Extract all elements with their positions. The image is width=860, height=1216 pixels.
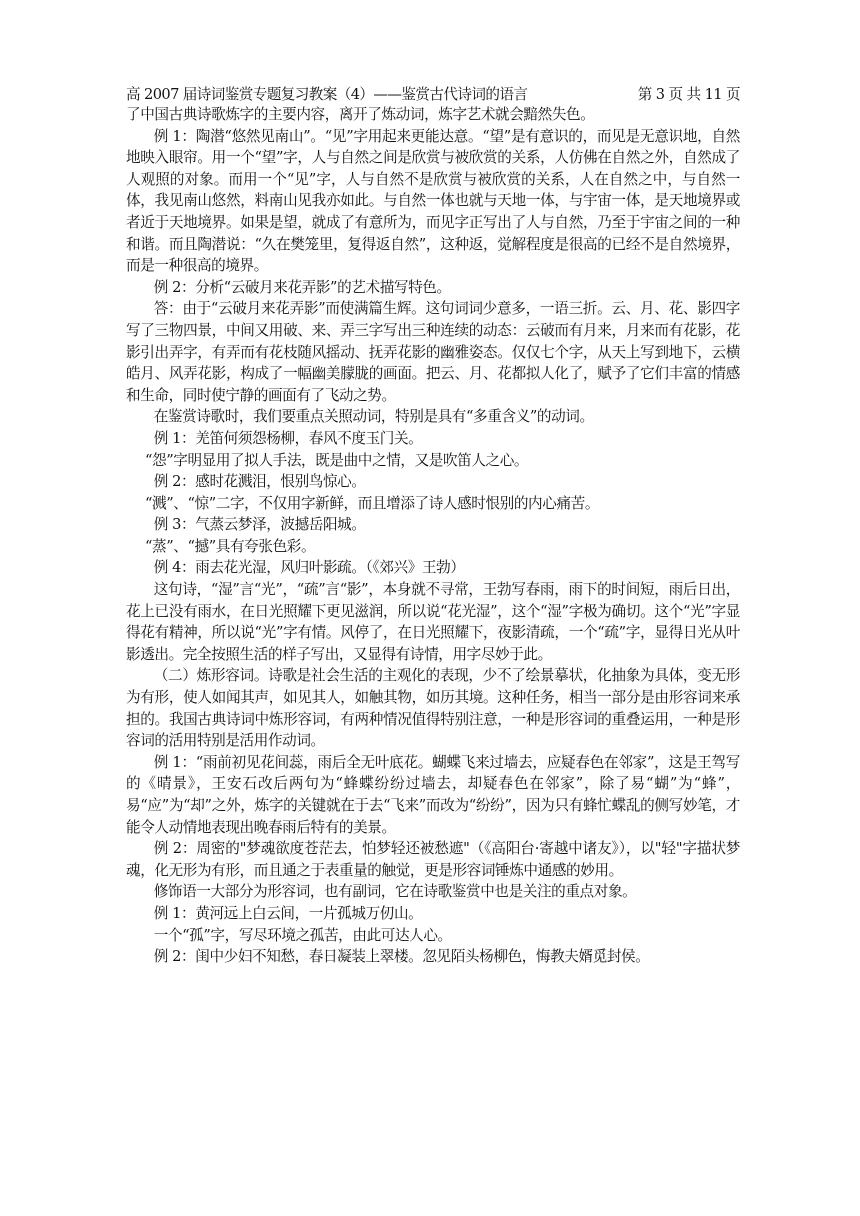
paragraph: 例 2：分析“云破月来花弄影”的艺术描写特色。: [153, 278, 451, 296]
paragraph: 修饰语一大部分为形容词，也有副词，它在诗歌鉴赏中也是关注的重点对象。: [153, 883, 637, 901]
paragraph: “溅”、“惊”二字，不仅用字新鲜，而且增添了诗人感时恨别的内心痛苦。: [144, 494, 600, 512]
paragraph: 一个“孤”字，写尽环境之孤苦，由此可达人心。: [153, 926, 452, 944]
paragraph: 例 1：“雨前初见花间蕊，雨后全无叶底花。蝴蝶飞来过墙去，应疑春色在邻家”，这是王驾写的《晴景》，王安石改后两句为“蜂蝶纷纷过墙去，却疑春色在邻家”，除了易“蝴”为“蜂”，易“应”为“却”之外，炼字的关键就在于去“飞来”而改为“纷纷”，因为只有蜂忙蝶乱的侧写妙笔，才能令人动情地表现出晚春雨后特有的美景。: [126, 753, 740, 836]
paragraph: “怨”字明显用了拟人手法，既是曲中之情，又是吹笛人之心。: [144, 451, 529, 469]
paragraph: 例 2：周密的"梦魂欲度苍茫去，怕梦轻还被愁遮"（《高阳台·寄越中诸友》），以"轻"字描状梦魂，化无形为有形，而且通之于表重量的触觉，更是形容词锤炼中通感的妙用。: [126, 840, 740, 879]
paragraph: （二）炼形容词。诗歌是社会生活的主观化的表现，少不了绘景摹状，化抽象为具体，变无形为有形，使人如闻其声，如见其人，如触其物，如历其境。这种任务，相当一部分是由形容词来承担的。我国古典诗词中炼形容词，有两种情况值得特别注意，一种是形容词的重叠运用，一种是形容词的活用特别是活用作动词。: [126, 667, 740, 750]
document-body: [126, 104, 740, 968]
paragraph: “蒸”、“撼”具有夸张色彩。: [144, 537, 316, 555]
paragraph: 例 4：雨去花光湿，风归叶影疏。（《郊兴》王勃）: [153, 559, 465, 577]
page-header: [126, 86, 740, 104]
header-title: 高 2007 届诗词鉴赏专题复习教案（4）——鉴赏古代诗词的语言: [126, 86, 528, 103]
paragraph: 例 1：羌笛何须怨杨柳，春风不度玉门关。: [153, 429, 423, 447]
paragraph: 答：由于“云破月来花弄影”而使满篇生辉。这句词词少意多，一语三折。云、月、花、影四字写了三物四景，中间又用破、来、弄三字写出三种连续的动态：云破而有月来，月来而有花影，花影引出弄字，有弄而有花枝随风摇动、抚弄花影的幽雅姿态。仅仅七个字，从天上写到地下，云横皓月、风弄花影，构成了一幅幽美朦胧的画面。把云、月、花都拟人化了，赋予了它们丰富的情感和生命，同时使宁静的画面有了飞动之势。: [126, 300, 740, 404]
paragraph: 例 3：气蒸云梦泽，波撼岳阳城。: [153, 516, 366, 534]
paragraph: 例 1：陶潜“悠然见南山”。“见”字用起来更能达意。“望”是有意识的，而见是无意识地，自然地映入眼帘。用一个“望”字，人与自然之间是欣赏与被欣赏的关系，人仿佛在自然之外，自然成了人观照的对象。而用一个“见”字，人与自然不是欣赏与被欣赏的关系，人在自然之中，与自然一体，我见南山悠然，料南山见我亦如此。与自然一体也就与天地一体，与宇宙一体，是天地境界或者近于天地境界。如果是望，就成了有意所为，而见字正写出了人与自然，乃至于宇宙之间的一种和谐。而且陶潜说：“久在樊笼里，复得返自然”，这种返，觉解程度是很高的已经不是自然境界，而是一种很高的境界。: [126, 127, 740, 275]
document-page: [126, 86, 740, 968]
paragraph: 例 2：感时花溅泪，恨别鸟惊心。: [153, 473, 366, 491]
paragraph: 在鉴赏诗歌时，我们要重点关照动词，特别是具有“多重含义”的动词。: [153, 408, 594, 426]
paragraph: 这句诗，“湿”言“光”，“疏”言“影”，本身就不寻常，王勃写春雨，雨下的时间短，雨后日出，花上已没有雨水，在日光照耀下更见滋润，所以说“花光湿”，这个“湿”字极为确切。这个“光”字显得花有精神，所以说“光”字有情。风停了，在日光照耀下，夜影清疏，一个“疏”字，显得日光从叶影透出。完全按照生活的样子写出，又显得有诗情，用字尽妙于此。: [126, 581, 740, 663]
header-page-info: 第 3 页 共 11 页: [637, 86, 740, 103]
paragraph: 例 1：黄河远上白云间，一片孤城万仞山。: [153, 904, 423, 922]
paragraph: 例 2：闺中少妇不知愁，春日凝装上翠楼。忽见陌头杨柳色，悔教夫婿觅封侯。: [153, 948, 650, 966]
paragraph: 了中国古典诗歌炼字的主要内容，离开了炼动词，炼字艺术就会黯然失色。: [126, 106, 595, 123]
